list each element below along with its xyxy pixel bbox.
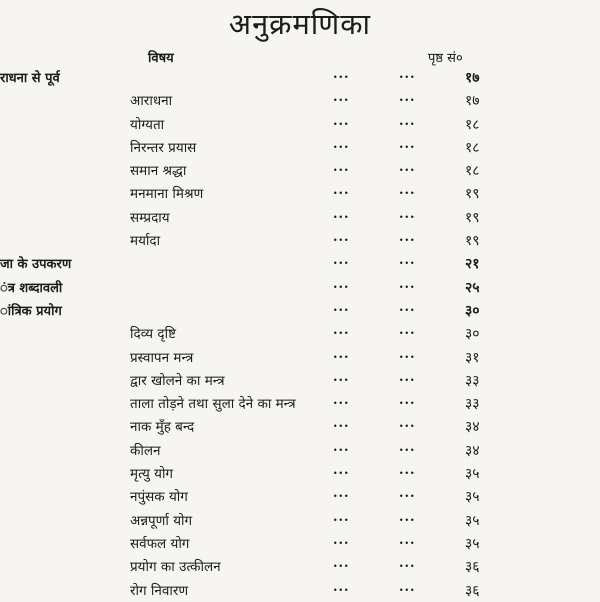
index-section-row	[0, 66, 600, 89]
leader-dots: ...	[333, 67, 350, 82]
page-title: अनुक्रमणिका	[228, 7, 372, 41]
leader-dots: ...	[333, 253, 350, 269]
leader-dots: ...	[333, 206, 350, 222]
entry-title: प्रयोग का उत्कीलन	[130, 559, 221, 576]
entry-title: राधना से पूर्व	[0, 71, 60, 86]
leader-dots: ...	[333, 369, 350, 385]
leader-dots: ...	[333, 509, 350, 525]
entry-title: मर्यादा	[130, 233, 161, 250]
entry-title: दिव्य दृष्टि	[130, 326, 176, 343]
page-number: ३५	[465, 535, 480, 552]
leader-dots: ...	[399, 323, 416, 339]
index-section-row	[0, 252, 600, 275]
index-entry-row	[0, 485, 600, 508]
index-entry-row	[0, 89, 600, 112]
index-section-row	[0, 299, 600, 322]
leader-dots: ...	[399, 67, 416, 82]
index-entry-row	[0, 136, 600, 159]
leader-dots: ...	[399, 416, 416, 432]
page-number: ३१	[465, 349, 480, 366]
index-entry-row	[0, 206, 600, 229]
page-number: १७	[465, 70, 480, 86]
index-entry-row	[0, 532, 600, 555]
leader-dots: ...	[399, 299, 416, 315]
leader-dots: ...	[333, 323, 350, 339]
index-entry-row	[0, 369, 600, 392]
leader-dots: ...	[399, 579, 416, 595]
index-entry-row	[0, 346, 600, 369]
page-number: ३०	[465, 326, 480, 343]
index-entry-row	[0, 439, 600, 462]
leader-dots: ...	[333, 556, 350, 572]
leader-dots: ...	[333, 346, 350, 362]
page-number: १९	[465, 233, 480, 250]
index-entries	[0, 66, 600, 602]
leader-dots: ...	[399, 136, 416, 152]
leader-dots: ...	[333, 276, 350, 292]
page-number: २१	[465, 256, 480, 273]
leader-dots: ...	[399, 230, 416, 246]
entry-title: सम्प्रदाय	[130, 209, 170, 226]
leader-dots: ...	[333, 299, 350, 315]
page-number: ३४	[465, 442, 480, 459]
page-number-column-header: पृष्ठ सं०	[428, 51, 463, 66]
entry-title: प्रस्वापन मन्त्र	[130, 349, 194, 366]
page-number: ३४	[465, 419, 480, 436]
entry-title: कीलन	[130, 442, 161, 459]
index-entry-row	[0, 182, 600, 205]
leader-dots: ...	[399, 393, 416, 409]
page-number: १९	[465, 186, 480, 203]
entry-title: नाक मुँह बन्द	[130, 419, 195, 436]
leader-dots: ...	[333, 230, 350, 246]
index-entry-row	[0, 415, 600, 438]
entry-title: नपुंसक योग	[130, 489, 188, 506]
leader-dots: ...	[333, 486, 350, 502]
leader-dots: ...	[333, 113, 350, 129]
leader-dots: ...	[399, 160, 416, 176]
leader-dots: ...	[333, 90, 350, 106]
entry-title: अन्नपूर्णा योग	[130, 512, 193, 529]
leader-dots: ...	[399, 556, 416, 572]
leader-dots: ...	[333, 463, 350, 479]
entry-title: मृत्यु योग	[130, 466, 174, 483]
index-section-row	[0, 276, 600, 299]
leader-dots: ...	[399, 346, 416, 362]
index-entry-row	[0, 579, 600, 602]
leader-dots: ...	[333, 393, 350, 409]
index-entry-row	[0, 322, 600, 345]
leader-dots: ...	[333, 160, 350, 176]
entry-title: जा के उपकरण	[0, 257, 72, 273]
page-number: १८	[465, 116, 480, 133]
leader-dots: ...	[399, 463, 416, 479]
page-number: १८	[465, 163, 480, 180]
leader-dots: ...	[399, 509, 416, 525]
entry-title: रोग निवारण	[130, 582, 189, 599]
entry-title: द्वार खोलने का मन्त्र	[130, 372, 225, 389]
entry-title: ताला तोड़ने तथा सुला देने का मन्त्र	[130, 396, 296, 413]
page-number: ३०	[465, 302, 480, 319]
leader-dots: ...	[399, 439, 416, 455]
leader-dots: ...	[333, 183, 350, 199]
leader-dots: ...	[333, 416, 350, 432]
page-number: १८	[465, 139, 480, 156]
index-entry-row	[0, 462, 600, 485]
page-number: ३३	[465, 396, 480, 413]
leader-dots: ...	[399, 113, 416, 129]
page-number: २५	[465, 279, 480, 296]
entry-title: मनमाना मिश्रण	[130, 186, 204, 203]
page-number: ३३	[465, 372, 480, 389]
index-entry-row	[0, 113, 600, 136]
page-number: ३६	[465, 559, 480, 576]
page-number: १९	[465, 209, 480, 226]
leader-dots: ...	[399, 532, 416, 548]
index-entry-row	[0, 509, 600, 532]
entry-title: आराधना	[130, 93, 173, 110]
page-number: ३६	[465, 582, 480, 599]
leader-dots: ...	[399, 90, 416, 106]
leader-dots: ...	[399, 183, 416, 199]
leader-dots: ...	[399, 486, 416, 502]
page-number: ३५	[465, 466, 480, 483]
entry-title: सर्वफल योग	[130, 535, 190, 552]
leader-dots: ...	[399, 253, 416, 269]
leader-dots: ...	[333, 439, 350, 455]
page-number: १७	[465, 93, 480, 110]
leader-dots: ...	[399, 276, 416, 292]
entry-title: निरन्तर प्रयास	[130, 139, 197, 156]
leader-dots: ...	[333, 532, 350, 548]
leader-dots: ...	[333, 579, 350, 595]
leader-dots: ...	[399, 206, 416, 222]
index-entry-row	[0, 555, 600, 578]
leader-dots: ...	[399, 369, 416, 385]
index-entry-row	[0, 392, 600, 415]
entry-title: समान श्रद्धा	[130, 163, 187, 180]
leader-dots: ...	[333, 136, 350, 152]
page-number: ३५	[465, 512, 480, 529]
entry-title: ांत्रिक प्रयोग	[0, 303, 62, 319]
index-entry-row	[0, 159, 600, 182]
entry-title: योग्यता	[130, 116, 165, 133]
page-number: ३५	[465, 489, 480, 506]
entry-title: ंत्र शब्दावली	[0, 280, 63, 296]
index-entry-row	[0, 229, 600, 252]
subject-column-header: विषय	[148, 51, 174, 66]
